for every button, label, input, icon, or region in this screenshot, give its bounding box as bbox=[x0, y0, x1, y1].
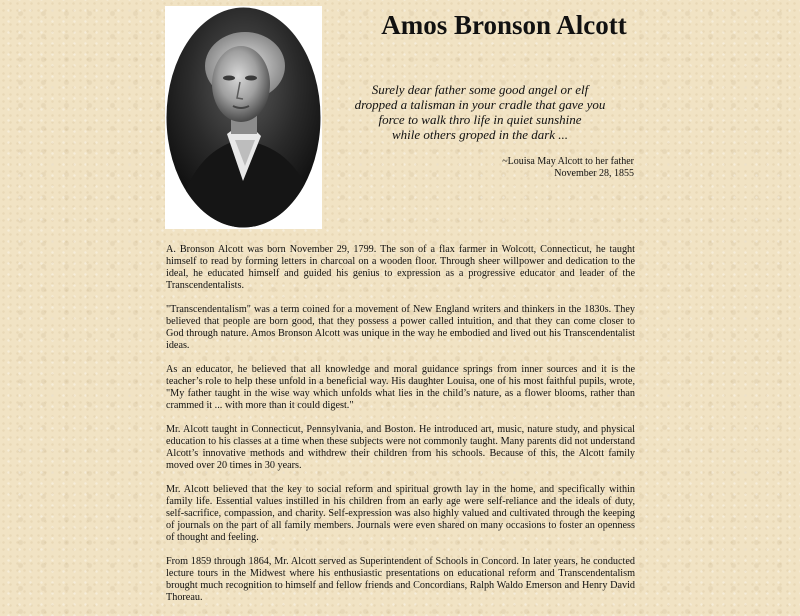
paragraph: Mr. Alcott taught in Connecticut, Pennsylvania, and Boston. He introduced art, music, nature study, and physical education to his classes at a time when these subjects were not commonly taught. Many parents did not understand Alcott’s innovative methods and withdrew their children from his schools. Because of this, the Alcott family moved over 20 times in 30 years. bbox=[166, 424, 635, 471]
attribution-date: November 28, 1855 bbox=[554, 168, 634, 179]
paragraph: "Transcendentalism" was a term coined for a movement of New England writers and thinkers in the 1830s. They believed that people are born good, that they possess a power called intuition, and that they can come closer to God through nature. Amos Bronson Alcott was unique in the way he embodied and lived out his Transcendentalist ideas. bbox=[166, 304, 635, 351]
page-title: Amos Bronson Alcott bbox=[381, 10, 627, 40]
quote-line: Surely dear father some good angel or elf bbox=[371, 82, 589, 97]
epigraph-quote bbox=[330, 82, 630, 142]
paragraph: Mr. Alcott believed that the key to social reform and spiritual growth lay in the home, and specifically within family life. Essential values instilled in his children from an early age were self-reliance and the ideals of duty, self-sacrifice, compassion, and charity. Self-expression was also highly valued and cultivated through the keeping of journals on the part of all family members. Journals were even shared on many occasions to foster an openness of thought and feeling. bbox=[166, 484, 635, 543]
quote-attribution bbox=[502, 156, 634, 180]
paragraph: As an educator, he believed that all knowledge and moral guidance springs from inner sources and it is the teacher’s role to help these unfold in a beneficial way. His daughter Louisa, one of his most faithful pupils, wrote, "My father taught in the wise way which unfolds what lies in the child’s nature, as a flower blooms, rather than crammed it ... with more than it could digest." bbox=[166, 364, 635, 411]
quote-line: while others groped in the dark ... bbox=[391, 127, 569, 142]
quote-line: dropped a talisman in your cradle that gave you bbox=[354, 97, 606, 112]
quote-line: force to walk thro life in quiet sunshine bbox=[378, 112, 582, 127]
biography-text bbox=[166, 244, 635, 616]
attribution-author: ~Louisa May Alcott to her father bbox=[502, 156, 634, 167]
paragraph: A. Bronson Alcott was born November 29, 1799. The son of a flax farmer in Wolcott, Connecticut, he taught himself to read by forming letters in charcoal on a wooden floor. Through sheer willpower and dedication to the ideal, he educated himself and guided his genius to expression as a progressive educator and leader of the Transcendentalists. bbox=[166, 244, 635, 291]
paragraph: From 1859 through 1864, Mr. Alcott served as Superintendent of Schools in Concord. In later years, he conducted lecture tours in the Midwest where his enthusiastic presentations on educational reform and Transcendentalism brought much recognition to himself and fellow friends and Concordians, Ralph Waldo Emerson and Henry David Thoreau. bbox=[166, 556, 635, 603]
portrait-image bbox=[165, 6, 322, 229]
